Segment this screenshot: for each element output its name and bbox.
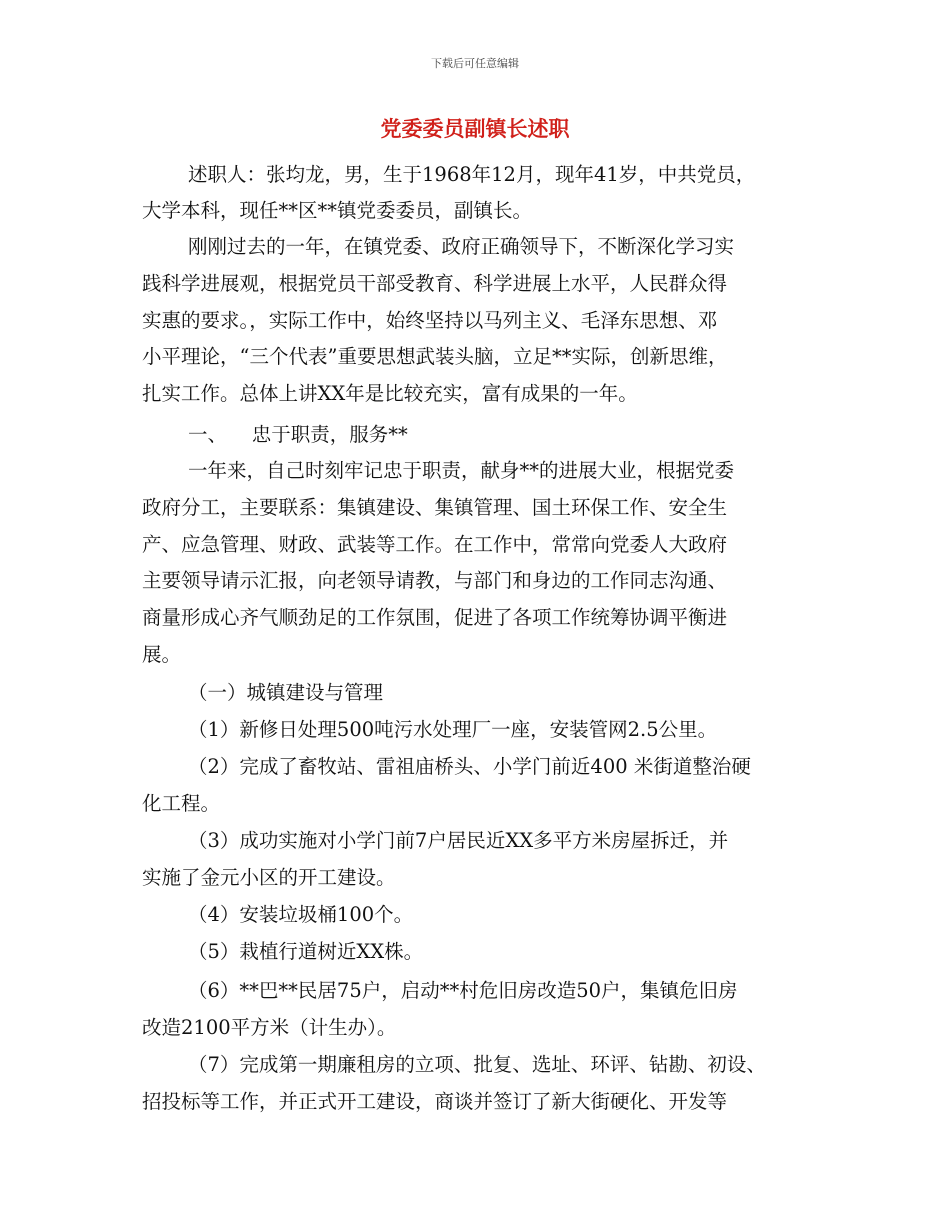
header-note: 下载后可任意编辑	[431, 57, 519, 70]
paragraph-line: 政府分工，主要联系：集镇建设、集镇管理、国土环保工作、安全生	[142, 496, 728, 519]
subsection-heading: （一）城镇建设与管理	[188, 681, 384, 704]
paragraph-line: 产、应急管理、财政、武装等工作。在工作中，常常向党委人大政府	[142, 533, 728, 556]
paragraph-line: 刚刚过去的一年，在镇党委、政府正确领导下，不断深化学习实	[188, 235, 735, 258]
paragraph-line: 扎实工作。总体上讲XX年是比较充实，富有成果的一年。	[142, 382, 638, 405]
list-item: （4）安装垃圾桶100个。	[188, 903, 414, 926]
list-item: （5）栽植行道树近XX株。	[188, 940, 424, 963]
list-item: （3）成功实施对小学门前7户居民近XX多平方米房屋拆迁，并	[188, 829, 729, 852]
paragraph-line: 化工程。	[142, 792, 221, 815]
section-heading: 一、 忠于职责，服务**	[188, 423, 408, 446]
paragraph-line: 商量形成心齐气顺劲足的工作氛围，促进了各项工作统筹协调平衡进	[142, 606, 728, 629]
paragraph-line: 招投标等工作，并正式开工建设，商谈并签订了新大街硬化、开发等	[142, 1090, 728, 1113]
paragraph-line: 一年来，自己时刻牢记忠于职责，献身**的进展大业，根据党委	[188, 459, 735, 482]
paragraph-line: 实惠的要求。，实际工作中，始终坚持以马列主义、毛泽东思想、邓	[142, 309, 718, 332]
paragraph-line: 述职人：张均龙，男，生于1968年12月，现年41岁，中共党员，	[188, 163, 756, 186]
paragraph-line: 实施了金元小区的开工建设。	[142, 866, 396, 889]
paragraph-line: 践科学进展观，根据党员干部受教育、科学进展上水平，人民群众得	[142, 272, 728, 295]
paragraph-line: 主要领导请示汇报，向老领导请教，与部门和身边的工作同志沟通、	[142, 569, 728, 592]
list-item: （7）完成第一期廉租房的立项、批复、选址、环评、钻勘、初设、	[188, 1053, 766, 1076]
list-item: （1）新修日处理500吨污水处理厂一座，安装管网2.5公里。	[188, 718, 718, 741]
paragraph-line: 展。	[142, 643, 182, 666]
list-item: （6）**巴**民居75户，启动**村危旧房改造50户，集镇危旧房	[188, 979, 738, 1002]
paragraph-line: 大学本科，现任**区**镇党委委员，副镇长。	[142, 199, 533, 222]
paragraph-line: 改造2100平方米（计生办）。	[142, 1016, 397, 1039]
paragraph-line: 小平理论，“三个代表”重要思想武装头脑，立足**实际，创新思维，	[142, 345, 728, 368]
list-item: （2）完成了畜牧站、雷祖庙桥头、小学门前近400 米街道整治硬	[188, 755, 751, 778]
document-title: 党委委员副镇长述职	[380, 117, 570, 141]
